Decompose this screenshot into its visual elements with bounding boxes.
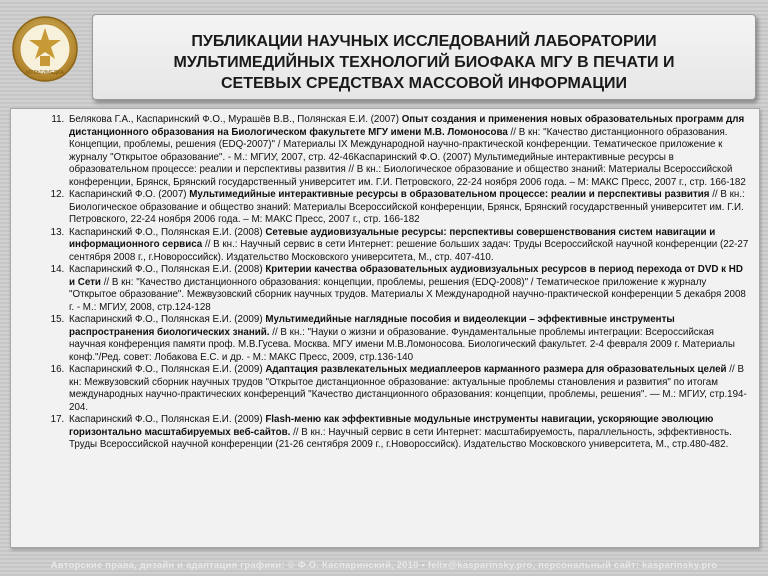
reference-title: Мультимедийные интерактивные ресурсы в образовательном процессе: реалии и перспективы развития	[189, 189, 710, 200]
logo	[10, 14, 80, 84]
reference-title: Опыт создания и применения новых образовательных программ для дистанционного образования на Биологическом факультете МГУ имени М.В. Ломоносова	[69, 114, 745, 138]
reference-list	[67, 114, 751, 452]
reference-title: Мультимедийные наглядные пособия и видеолекции – эффективные инструменты распространения биологических знаний.	[69, 314, 675, 338]
reference-authors: Каспаринский Ф.О., Полянская Е.И. (2009)	[69, 414, 266, 425]
reference-authors: Белякова Г.А., Каспаринский Ф.О., Мурашёв В.В., Полянская Е.И. (2007)	[69, 114, 402, 125]
reference-item	[67, 414, 751, 452]
reference-details: // В кн.: Биологическое образование и общество знаний: Материалы Всероссийской конференции, Брянск, Брянский государственный университет им. Г.И. Петровского, 22-24 ноября 2006 года. – М: МАКС Пресс, 2007 г., стр. 166-182	[69, 189, 745, 225]
reference-details: // В кн.: Научный сервис в сети Интернет: масштабируемость, параллельность, эффективность. Труды Всероссийской научной конференции (21-26 сентября 2009 г., г.Новороссийск). Издательство Московского университета, М., стр.480-482.	[69, 426, 732, 450]
reference-item	[67, 227, 751, 265]
reference-details: // В кн.: Научный сервис в сети Интернет: решение больших задач: Труды Всероссийской научной конференции (22-27 сентября 2008 г., г.Новороссийск). Издательство Московского университета, М., стр. 407-410.	[69, 239, 749, 263]
reference-item	[67, 264, 751, 314]
reference-authors: Каспаринский Ф.О., Полянская Е.И. (2009)	[69, 364, 266, 375]
title-line-3: СЕТЕВЫХ СРЕДСТВАХ МАССОВОЙ ИНФОРМАЦИИ	[220, 75, 628, 92]
title-box	[92, 14, 756, 100]
reference-authors: Каспаринский Ф.О., Полянская Е.И. (2009)	[69, 314, 266, 325]
reference-details: // В кн: Межвузовский сборник научных трудов "Открытое дистанционное образование: актуальные проблемы становления и развития" по итогам международных научно-практических конференций "Качество дистанционного образования: концепции, проблемы, решения". — М.: МГИУ, стр.194-204.	[69, 364, 747, 413]
reference-title: Критерии качества образовательных аудиовизуальных ресурсов в период перехода от DVD к HD и Сети	[69, 264, 743, 288]
reference-authors: Каспаринский Ф.О., Полянская Е.И. (2008)	[69, 264, 266, 275]
reference-title: Flash-меню как эффективные модульные инструменты навигации, ускоряющие эволюцию горизонтально масштабируемых веб-сайтов.	[69, 414, 714, 438]
reference-authors: Каспаринский Ф.О., Полянская Е.И. (2008)	[69, 226, 266, 238]
references-panel	[10, 108, 760, 548]
title-line-2: МУЛЬТИМЕДИЙНЫХ ТЕХНОЛОГИЙ БИОФАКА МГУ В ПЕЧАТИ И	[173, 54, 675, 71]
reference-authors: Каспаринский Ф.О. (2007)	[69, 189, 190, 200]
reference-item	[67, 364, 751, 414]
reference-item	[67, 314, 751, 364]
reference-details: // В кн: "Качество дистанционного образования: концепции, проблемы, решения (EDQ-2008)" / Тематическое приложение к журналу "Открытое образование". Межвузовский сборник научных трудов. Материалы X Международной научно-практической конференции 5 декабря 2008 г. - М.: МГИУ, 2008, стр.124-128	[69, 276, 746, 313]
reference-title: Сетевые аудиовизуальные ресурсы: перспективы совершенствования систем навигации и информационного сервиса	[69, 226, 716, 250]
reference-details: // В кн.: "Науки о жизни и образование. Фундаментальные проблемы интеграции: Всероссийская научная конференция памяти проф. М.В.Гусева. Москва. МГУ имени М.В.Ломоносова. Биологический факультет. 2-4 февраля 2009 г. Материалы конф."/Ред. совет: Лобакова Е.С. и др. - М.: МАКС Пресс, 2009, стр.136-140	[69, 326, 735, 363]
emblem-icon	[10, 14, 80, 84]
title-line-1: ПУБЛИКАЦИИ НАУЧНЫХ ИССЛЕДОВАНИЙ ЛАБОРАТОРИИ	[191, 33, 657, 50]
reference-details: // В кн: "Качество дистанционного образования. Концепции, проблемы, решения (EDQ-2007)" / Материалы IX Международной научно-практической конференции. Тематическое приложение к журналу "Открытое образование". - М.: МГИУ, 2007, стр. 42-46Каспаринский Ф.О. (2007) Мультимедийные интерактивные ресурсы в образовательном процессе: реалии и перспективы развития // В кн.: Биологическое образование и общество знаний: Материалы Всероссийской конференции, Брянск, Брянский государственный университет им. Г.И. Петровского, 22-24 ноября 2006 года. – М: МАКС Пресс, 2007 г., стр. 166-182	[69, 126, 746, 188]
page-title	[105, 31, 743, 94]
footer-copyright: Авторские права, дизайн и адаптация графики: © Ф.О. Каспаринский, 2010 • felix@kasparinsky.pro, персональный сайт: kasparinsky.pro	[50, 560, 718, 571]
reference-item	[67, 189, 751, 227]
logo-text: МУЛЬТИМЕДИА	[26, 70, 64, 76]
reference-title: Адаптация развлекательных медиаплееров карманного размера для образовательных целей	[265, 364, 727, 375]
reference-item	[67, 114, 751, 189]
